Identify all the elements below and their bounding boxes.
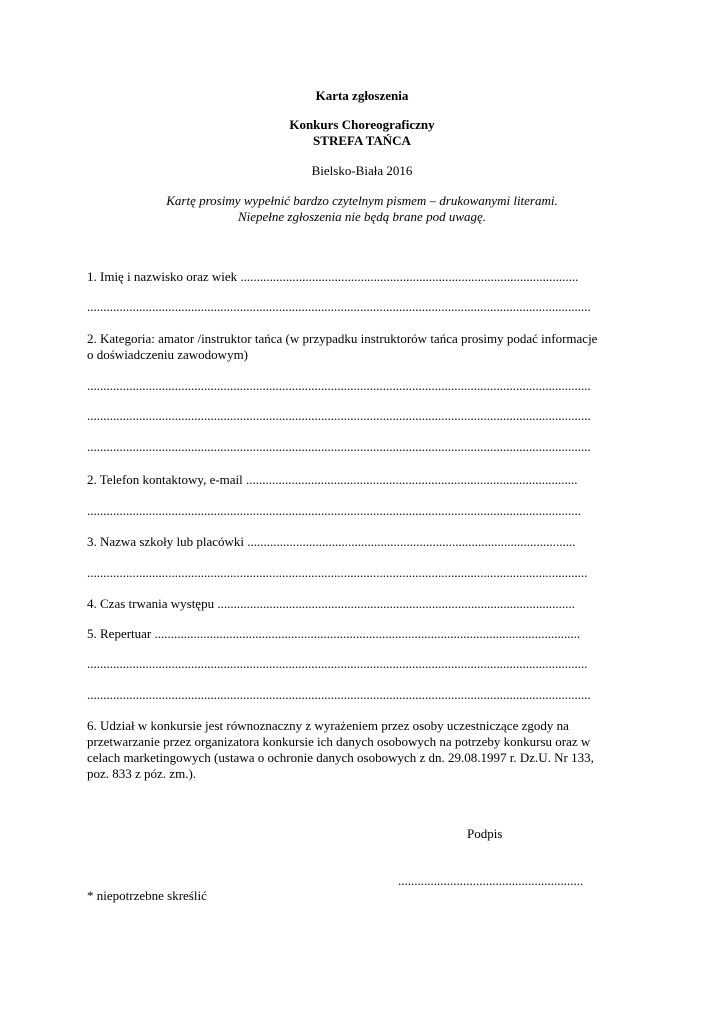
competition-name: Konkurs Choreograficzny: [289, 117, 435, 132]
field-repertoire: 5. Repertuar ...................................................................................................................................: [87, 626, 581, 641]
field-category-line-2: o doświadczeniu zawodowym): [87, 347, 249, 362]
field-performance-duration: 4. Czas trwania występu ..............................................................................................................: [87, 596, 575, 611]
instruction-line-2: Niepełne zgłoszenia nie będą brane pod uwagę.: [237, 209, 487, 224]
field-category-dots-2: ...........................................................................................................................................................: [87, 408, 591, 423]
consent-line-1: 6. Udział w konkursie jest równoznaczny z wyrażeniem przez osoby uczestniczące zgody na: [87, 718, 569, 733]
signature-label: Podpis: [467, 826, 503, 841]
field-category-line-1: 2. Kategoria: amator /instruktor tańca (w przypadku instruktorów tańca prosimy podać informacje: [87, 331, 598, 346]
field-repertoire-dots-2: ...........................................................................................................................................................: [87, 687, 591, 702]
competition-subtitle: STREFA TAŃCA: [313, 133, 411, 148]
form-title: Karta zgłoszenia: [315, 88, 409, 103]
field-name-age: 1. Imię i nazwisko oraz wiek ........................................................................................................: [87, 269, 579, 284]
place-year: Bielsko-Biała 2016: [311, 163, 413, 178]
field-category-dots-3: ...........................................................................................................................................................: [87, 439, 591, 454]
footnote: * niepotrzebne skreślić: [87, 888, 207, 903]
field-name-age-continuation: ...........................................................................................................................................................: [87, 299, 591, 314]
consent-line-4: poz. 833 z póz. zm.).: [87, 766, 197, 781]
field-school-name: 3. Nazwa szkoły lub placówki .....................................................................................................: [87, 534, 576, 549]
consent-line-2: przetwarzanie przez organizatora konkursie ich danych osobowych na potrzeby konkursu oraz w: [87, 734, 591, 749]
field-repertoire-dots-1: ..........................................................................................................................................................: [87, 656, 588, 671]
consent-line-3: celach marketingowych (ustawa o ochronie danych osobowych z dn. 29.08.1997 r. Dz.U. Nr 133,: [87, 750, 594, 765]
field-category-dots-1: ...........................................................................................................................................................: [87, 378, 591, 393]
signature-line: .........................................................: [398, 873, 584, 888]
instruction-line-1: Kartę prosimy wypełnić bardzo czytelnym pismem – drukowanymi literami.: [166, 193, 558, 208]
field-phone-email-continuation: ........................................................................................................................................................: [87, 503, 581, 518]
field-phone-email: 2. Telefon kontaktowy, e-mail ......................................................................................................: [87, 472, 578, 487]
field-school-name-continuation: ..........................................................................................................................................................: [87, 565, 588, 580]
